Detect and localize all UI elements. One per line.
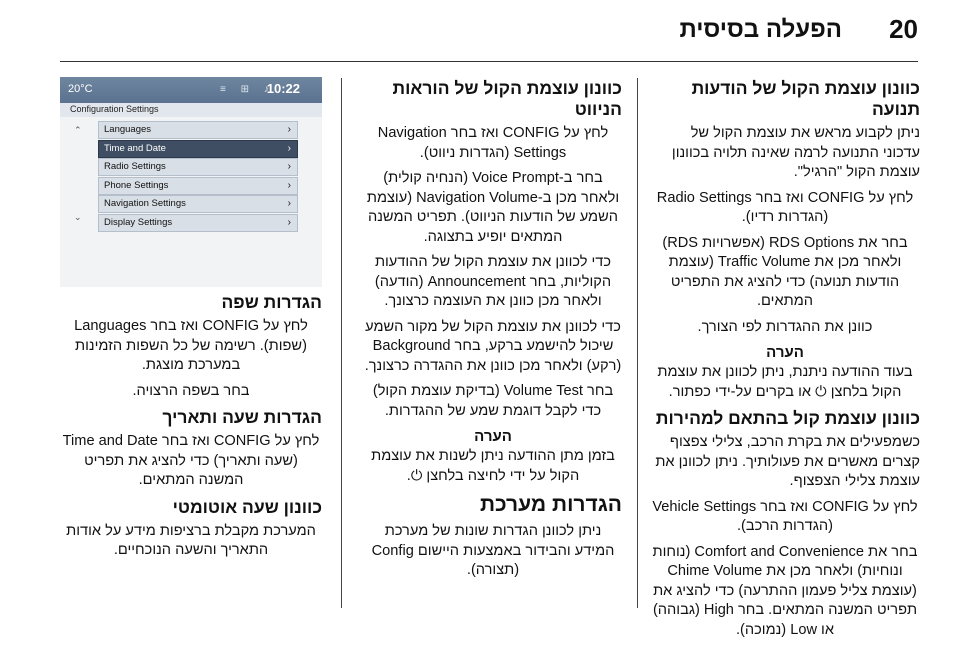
note-text: בזמן מתן ההודעה ניתן לשנות את עוצמת הקול על ידי לחיצה בלחצן ⏻. xyxy=(371,448,615,484)
settings-menu-list xyxy=(98,121,298,232)
column-divider xyxy=(341,78,342,608)
section-title: כוונון שעה אוטומטי xyxy=(172,496,322,517)
device-screenshot xyxy=(60,77,322,287)
menu-item[interactable] xyxy=(98,158,298,176)
chevron-right-icon: › xyxy=(287,124,291,135)
paragraph: לחץ על CONFIG ואז בחר Navigation Settings (הגדרות ניווט). xyxy=(377,125,609,161)
status-bar xyxy=(60,77,322,103)
paragraph: לחץ על CONFIG ואז בחר Languages (שפות). רשימה של כל השפות הזמינות במערכת מוצגת. xyxy=(74,318,308,373)
menu-item-label: Navigation Settings xyxy=(104,198,186,209)
clock-readout: 10:22 xyxy=(266,81,300,96)
page-header xyxy=(0,0,960,60)
paragraph: לחץ על CONFIG ואז בחר Vehicle Settings (הגדרות הרכב). xyxy=(652,498,918,534)
chevron-right-icon: › xyxy=(287,179,291,191)
section-title: הגדרות שעה ותאריך xyxy=(162,407,322,427)
chevron-right-icon: › xyxy=(287,216,291,228)
paragraph: בחר את RDS Options (אפשרויות RDS) ולאחר מכן את Traffic Volume (עוצמת הודעות תנועה) כדי להציג את התפריט המתאים. xyxy=(662,234,908,309)
column-right xyxy=(650,78,920,646)
column-left xyxy=(60,292,322,567)
paragraph: כוונן את ההגדרות לפי הצורך. xyxy=(697,318,873,335)
section-title: הגדרות שפה xyxy=(221,292,322,312)
page-number: 20 xyxy=(889,14,918,44)
section-title: כוונון עוצמת קול בהתאם למהירות xyxy=(655,408,920,428)
menu-item[interactable] xyxy=(98,177,298,195)
menu-item[interactable] xyxy=(98,214,298,232)
note-heading: הערה xyxy=(766,344,804,361)
menu-item[interactable] xyxy=(98,121,298,139)
menu-item[interactable] xyxy=(98,195,298,213)
chevron-right-icon: › xyxy=(287,161,291,172)
status-icons: ≡ ⊞ ♪ xyxy=(220,84,275,95)
paragraph: לחץ על CONFIG ואז בחר Radio Settings (הגדרות רדיו). xyxy=(656,189,914,225)
section-title: כוונון עוצמת הקול של הוראות הניווט xyxy=(392,78,622,119)
paragraph: ניתן לכוונן הגדרות שונות של מערכת המידע והבידור באמצעות היישום Config (תצורה). xyxy=(371,523,615,578)
paragraph: כדי לכוונן את עוצמת הקול של מקור השמע שיכול להישמע ברקע, בחר Background (רקע) ולאחר מכן כוונן את ההגדרה כרצונך. xyxy=(364,318,622,374)
paragraph: ניתן לקבוע מראש את עוצמת הקול של עדכוני התנועה לרמה שאינה תלויה בכוונון עוצמת הקול "הרגיל". xyxy=(671,125,920,180)
menu-item-label: Time and Date xyxy=(104,142,166,154)
note-text: בעוד ההודעה ניתנת, ניתן לכוונן את עוצמת הקול בלחצן ⏻ או בקרים על-ידי כפתור. xyxy=(657,364,913,400)
column-divider xyxy=(637,78,638,608)
section-title: הגדרות מערכת xyxy=(479,493,622,516)
paragraph: בחר בשפה הרצויה. xyxy=(132,382,250,399)
scroll-up-icon[interactable]: ⌃ xyxy=(74,125,82,135)
section-title: כוונון עוצמת הקול של הודעות תנועה xyxy=(691,78,920,119)
paragraph: כשמפעילים את בקרת הרכב, צלילי צפצוף קצרים מאשרים את פעולותיך. ניתן לכוונן את עוצמת צלילי הצפצוף. xyxy=(655,434,920,489)
menu-item[interactable] xyxy=(98,140,298,158)
menu-item-label: Radio Settings xyxy=(104,161,166,172)
column-middle xyxy=(364,78,622,587)
paragraph: לחץ על CONFIG ואז בחר Time and Date (שעה ותאריך) כדי להציג את תפריט המשנה המתאים. xyxy=(62,433,320,488)
menu-item-label: Languages xyxy=(104,124,152,135)
note-heading: הערה xyxy=(474,428,512,445)
settings-title: Configuration Settings xyxy=(70,104,159,114)
temperature-readout: 20°C xyxy=(68,83,93,95)
page-title: הפעלה בסיסית xyxy=(679,16,842,43)
chevron-right-icon: › xyxy=(287,142,291,154)
menu-item-label: Phone Settings xyxy=(104,179,169,191)
paragraph: בחר Volume Test (בדיקת עוצמת הקול) כדי לקבל דוגמת שמע של ההגדרות. xyxy=(372,383,614,419)
paragraph: בחר את Comfort and Convenience (נוחות ונוחיות) ולאחר מכן את Chime Volume (עוצמת צליל פעמון ההתרעה) כדי להציג את תפריט המשנה המתאים. בחר High (גבוהה) או Low (נמוכה). xyxy=(652,543,918,638)
paragraph: בחר ב-Voice Prompt (הנחיה קולית) ולאחר מכן ב-Navigation Volume (עוצמת השמע של הודעות הניווט). תפריט המשנה המתאים יופיע בתצוגה. xyxy=(366,170,620,245)
scroll-down-icon[interactable]: ⌄ xyxy=(74,212,82,222)
paragraph: המערכת מקבלת ברציפות מידע על אודות התאריך והשעה הנוכחיים. xyxy=(66,522,316,558)
header-rule xyxy=(60,61,918,62)
menu-item-label: Display Settings xyxy=(104,216,173,228)
chevron-right-icon: › xyxy=(287,198,291,209)
settings-title-bar xyxy=(60,103,322,117)
paragraph: כדי לכוונן את עוצמת הקול של ההודעות הקוליות, בחר Announcement (הודעה) ולאחר מכן כוונן את העוצמה כרצונך. xyxy=(374,254,612,309)
